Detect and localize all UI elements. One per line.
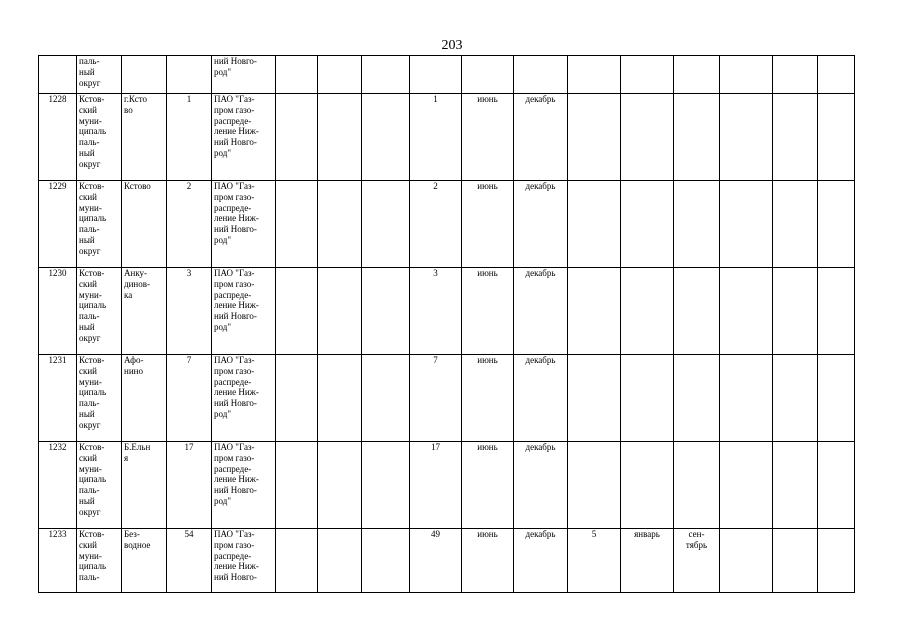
district-cell [77,529,122,593]
cell-line: пром газо- [214,278,255,289]
cell-line: Кстов- [79,94,105,104]
empty-cell [318,94,362,181]
end-month-cell: декабрь [514,355,568,442]
empty-cell [818,56,855,94]
row-number-cell: 1229 [39,181,77,268]
empty-cell [362,268,410,355]
table-row [39,529,855,593]
empty-cell [318,268,362,355]
cell-line: нино [124,365,143,376]
cell-line: Б.Ельн [124,442,151,452]
cell-line: ление Ниж- [214,126,259,137]
cell-line: водное [124,539,151,550]
cell-line: муни- [79,115,102,126]
extra-start-cell: январь [621,529,674,593]
cell-line: паль- [79,398,100,409]
start-month-cell: июнь [462,268,514,355]
table-row [39,181,855,268]
row-number-cell: 1231 [39,355,77,442]
cell-line: род" [214,234,231,245]
organization-cell [212,355,276,442]
data-table [38,55,855,593]
table-row [39,442,855,529]
cell-line: род" [214,408,231,419]
qty-cell: 7 [167,355,212,442]
cell-line: ный [79,234,95,245]
extra-end-cell [674,181,720,268]
cell-line: ний Новго- [214,311,257,322]
end-month-cell: декабрь [514,268,568,355]
extra-qty-cell: 5 [568,529,621,593]
cell-line: род" [214,495,231,506]
empty-cell [773,181,818,268]
cell-line: Афо- [124,355,144,365]
cell-line: ПАО "Газ- [214,442,255,452]
cell-line: ний Новго- [214,398,257,409]
cell-line: округ [79,158,101,169]
cell-line: муни- [79,202,102,213]
empty-cell [318,181,362,268]
qty-cell: 3 [167,268,212,355]
empty-cell [318,355,362,442]
cell-line: паль- [79,311,100,322]
qty-cell: 1 [167,94,212,181]
settlement-cell [122,529,167,593]
cell-line: распреде- [214,463,252,474]
cell-line: пром газо- [214,191,255,202]
cell-line: г.Ксто [124,94,148,104]
empty-cell [773,56,818,94]
empty-cell [674,56,720,94]
cell-line: тябрь [685,539,708,550]
cell-line: муни- [79,289,102,300]
extra-end-cell [674,442,720,529]
cell-line: во [124,104,133,115]
cell-line: ний Новго- [214,572,257,583]
district-cell [77,268,122,355]
organization-cell [212,268,276,355]
empty-cell [514,56,568,94]
cell-line: округ [79,77,101,88]
cell-line: ный [79,321,95,332]
empty-cell [318,56,362,94]
cell-line: Кстово [124,181,151,191]
cell-line: ский [79,365,97,376]
extra-qty-cell [568,268,621,355]
extra-start-cell [621,94,674,181]
cell-line: ление Ниж- [214,387,259,398]
table-row [39,94,855,181]
cell-line: ление Ниж- [214,300,259,311]
empty-cell [773,529,818,593]
empty-cell [276,181,318,268]
empty-cell [276,94,318,181]
cell-line: округ [79,419,101,430]
extra-start-cell [621,268,674,355]
settlement-cell [122,56,167,94]
row-number-cell: 1232 [39,442,77,529]
empty-cell [720,56,773,94]
extra-start-cell [621,442,674,529]
empty-cell [720,94,773,181]
cell-line: ципаль [79,387,107,398]
cell-line: ципаль [79,561,107,572]
cell-line: ПАО "Газ- [214,268,255,278]
empty-cell [720,529,773,593]
start-month-cell: июнь [462,181,514,268]
cell-line: Кстов- [79,442,105,452]
empty-cell [818,268,855,355]
cell-line: распреде- [214,115,252,126]
empty-cell [568,56,621,94]
empty-cell [318,442,362,529]
cell-line: округ [79,332,101,343]
cell-line: ний Новго- [214,56,257,66]
cell-line: ский [79,104,97,115]
extra-qty-cell [568,181,621,268]
cell-line: род" [214,147,231,158]
empty-cell [362,181,410,268]
organization-cell [212,56,276,94]
cell-line: ципаль [79,300,107,311]
extra-end-cell [674,529,720,593]
extra-qty-cell [568,355,621,442]
cell-line: динов- [124,278,150,289]
organization-cell [212,529,276,593]
cell-line: паль- [79,485,100,496]
row-number-cell: 1233 [39,529,77,593]
cell-line: ление Ниж- [214,474,259,485]
cell-line: ский [79,278,97,289]
cell-line: ципаль [79,213,107,224]
cell-line: пром газо- [214,452,255,463]
extra-end-cell [674,94,720,181]
extra-qty-cell [568,442,621,529]
cell-line: ный [79,147,95,158]
cell-line: ПАО "Газ- [214,529,255,539]
planned-qty-cell: 49 [410,529,462,593]
extra-end-cell [674,268,720,355]
district-cell [77,94,122,181]
settlement-cell [122,268,167,355]
extra-start-cell [621,355,674,442]
start-month-cell: июнь [462,94,514,181]
page-number: 203 [441,38,463,53]
cell-line: ский [79,539,97,550]
cell-line: ный [79,66,95,77]
empty-cell [318,529,362,593]
empty-cell [276,529,318,593]
cell-line: ний Новго- [214,224,257,235]
end-month-cell: декабрь [514,529,568,593]
cell-line: ПАО "Газ- [214,181,255,191]
cell-line: пром газо- [214,539,255,550]
empty-cell [410,56,462,94]
cell-line: ка [124,289,133,300]
cell-line: род" [214,66,231,77]
qty-cell: 54 [167,529,212,593]
settlement-cell [122,355,167,442]
empty-cell [720,442,773,529]
cell-line: Кстов- [79,181,105,191]
cell-line: распреде- [214,550,252,561]
cell-line: пром газо- [214,365,255,376]
cell-line: ний Новго- [214,137,257,148]
empty-cell [720,181,773,268]
district-cell [77,181,122,268]
extra-start-cell [621,181,674,268]
empty-cell [276,56,318,94]
cell-line: ский [79,452,97,463]
cell-line: муни- [79,550,102,561]
settlement-cell [122,94,167,181]
empty-cell [362,56,410,94]
start-month-cell: июнь [462,355,514,442]
cell-line: распреде- [214,376,252,387]
cell-line: ский [79,191,97,202]
empty-cell [276,268,318,355]
empty-cell [773,94,818,181]
cell-line: Кстов- [79,529,105,539]
planned-qty-cell: 3 [410,268,462,355]
district-cell [77,56,122,94]
end-month-cell: декабрь [514,442,568,529]
organization-cell [212,442,276,529]
cell-line: ление Ниж- [214,213,259,224]
cell-line: муни- [79,463,102,474]
planned-qty-cell: 1 [410,94,462,181]
qty-cell: 2 [167,181,212,268]
empty-cell [362,355,410,442]
empty-cell [621,56,674,94]
table-row-continuation [39,56,855,94]
empty-cell [462,56,514,94]
empty-cell [818,529,855,593]
end-month-cell: декабрь [514,181,568,268]
cell-line: паль- [79,572,100,583]
empty-cell [276,355,318,442]
cell-line: округ [79,245,101,256]
empty-cell [818,94,855,181]
cell-line: сен- [688,529,705,539]
cell-line: Кстов- [79,355,105,365]
cell-line: ный [79,495,95,506]
cell-line: Анку- [124,268,148,278]
district-cell [77,355,122,442]
cell-line: Без- [124,529,140,539]
cell-line: ный [79,408,95,419]
empty-cell [362,94,410,181]
start-month-cell: июнь [462,442,514,529]
end-month-cell: декабрь [514,94,568,181]
cell-line: ципаль [79,126,107,137]
extra-end-cell [674,355,720,442]
organization-cell [212,181,276,268]
planned-qty-cell: 17 [410,442,462,529]
cell-line: ний Новго- [214,485,257,496]
empty-cell [773,442,818,529]
start-month-cell: июнь [462,529,514,593]
settlement-cell [122,181,167,268]
empty-cell [773,355,818,442]
cell-line: округ [79,506,101,517]
cell-line: паль- [79,56,100,66]
qty-cell: 17 [167,442,212,529]
row-number-cell: 1228 [39,94,77,181]
organization-cell [212,94,276,181]
table-row [39,268,855,355]
empty-cell [773,268,818,355]
cell-line: ление Ниж- [214,561,259,572]
planned-qty-cell: 2 [410,181,462,268]
cell-line: пром газо- [214,104,255,115]
cell-line: я [124,452,129,463]
cell-line: распреде- [214,289,252,300]
empty-cell [818,355,855,442]
planned-qty-cell: 7 [410,355,462,442]
empty-cell [362,442,410,529]
empty-cell [276,442,318,529]
row-number-cell: 1230 [39,268,77,355]
cell-line: ПАО "Газ- [214,94,255,104]
table-row [39,355,855,442]
cell-line: род" [214,321,231,332]
district-cell [77,442,122,529]
empty-cell [720,355,773,442]
empty-cell [818,181,855,268]
qty-cell [167,56,212,94]
cell-line: муни- [79,376,102,387]
cell-line: ципаль [79,474,107,485]
empty-cell [362,529,410,593]
cell-line: распреде- [214,202,252,213]
extra-qty-cell [568,94,621,181]
row-number-cell [39,56,77,94]
empty-cell [818,442,855,529]
cell-line: ПАО "Газ- [214,355,255,365]
cell-line: паль- [79,137,100,148]
cell-line: паль- [79,224,100,235]
empty-cell [720,268,773,355]
settlement-cell [122,442,167,529]
cell-line: Кстов- [79,268,105,278]
